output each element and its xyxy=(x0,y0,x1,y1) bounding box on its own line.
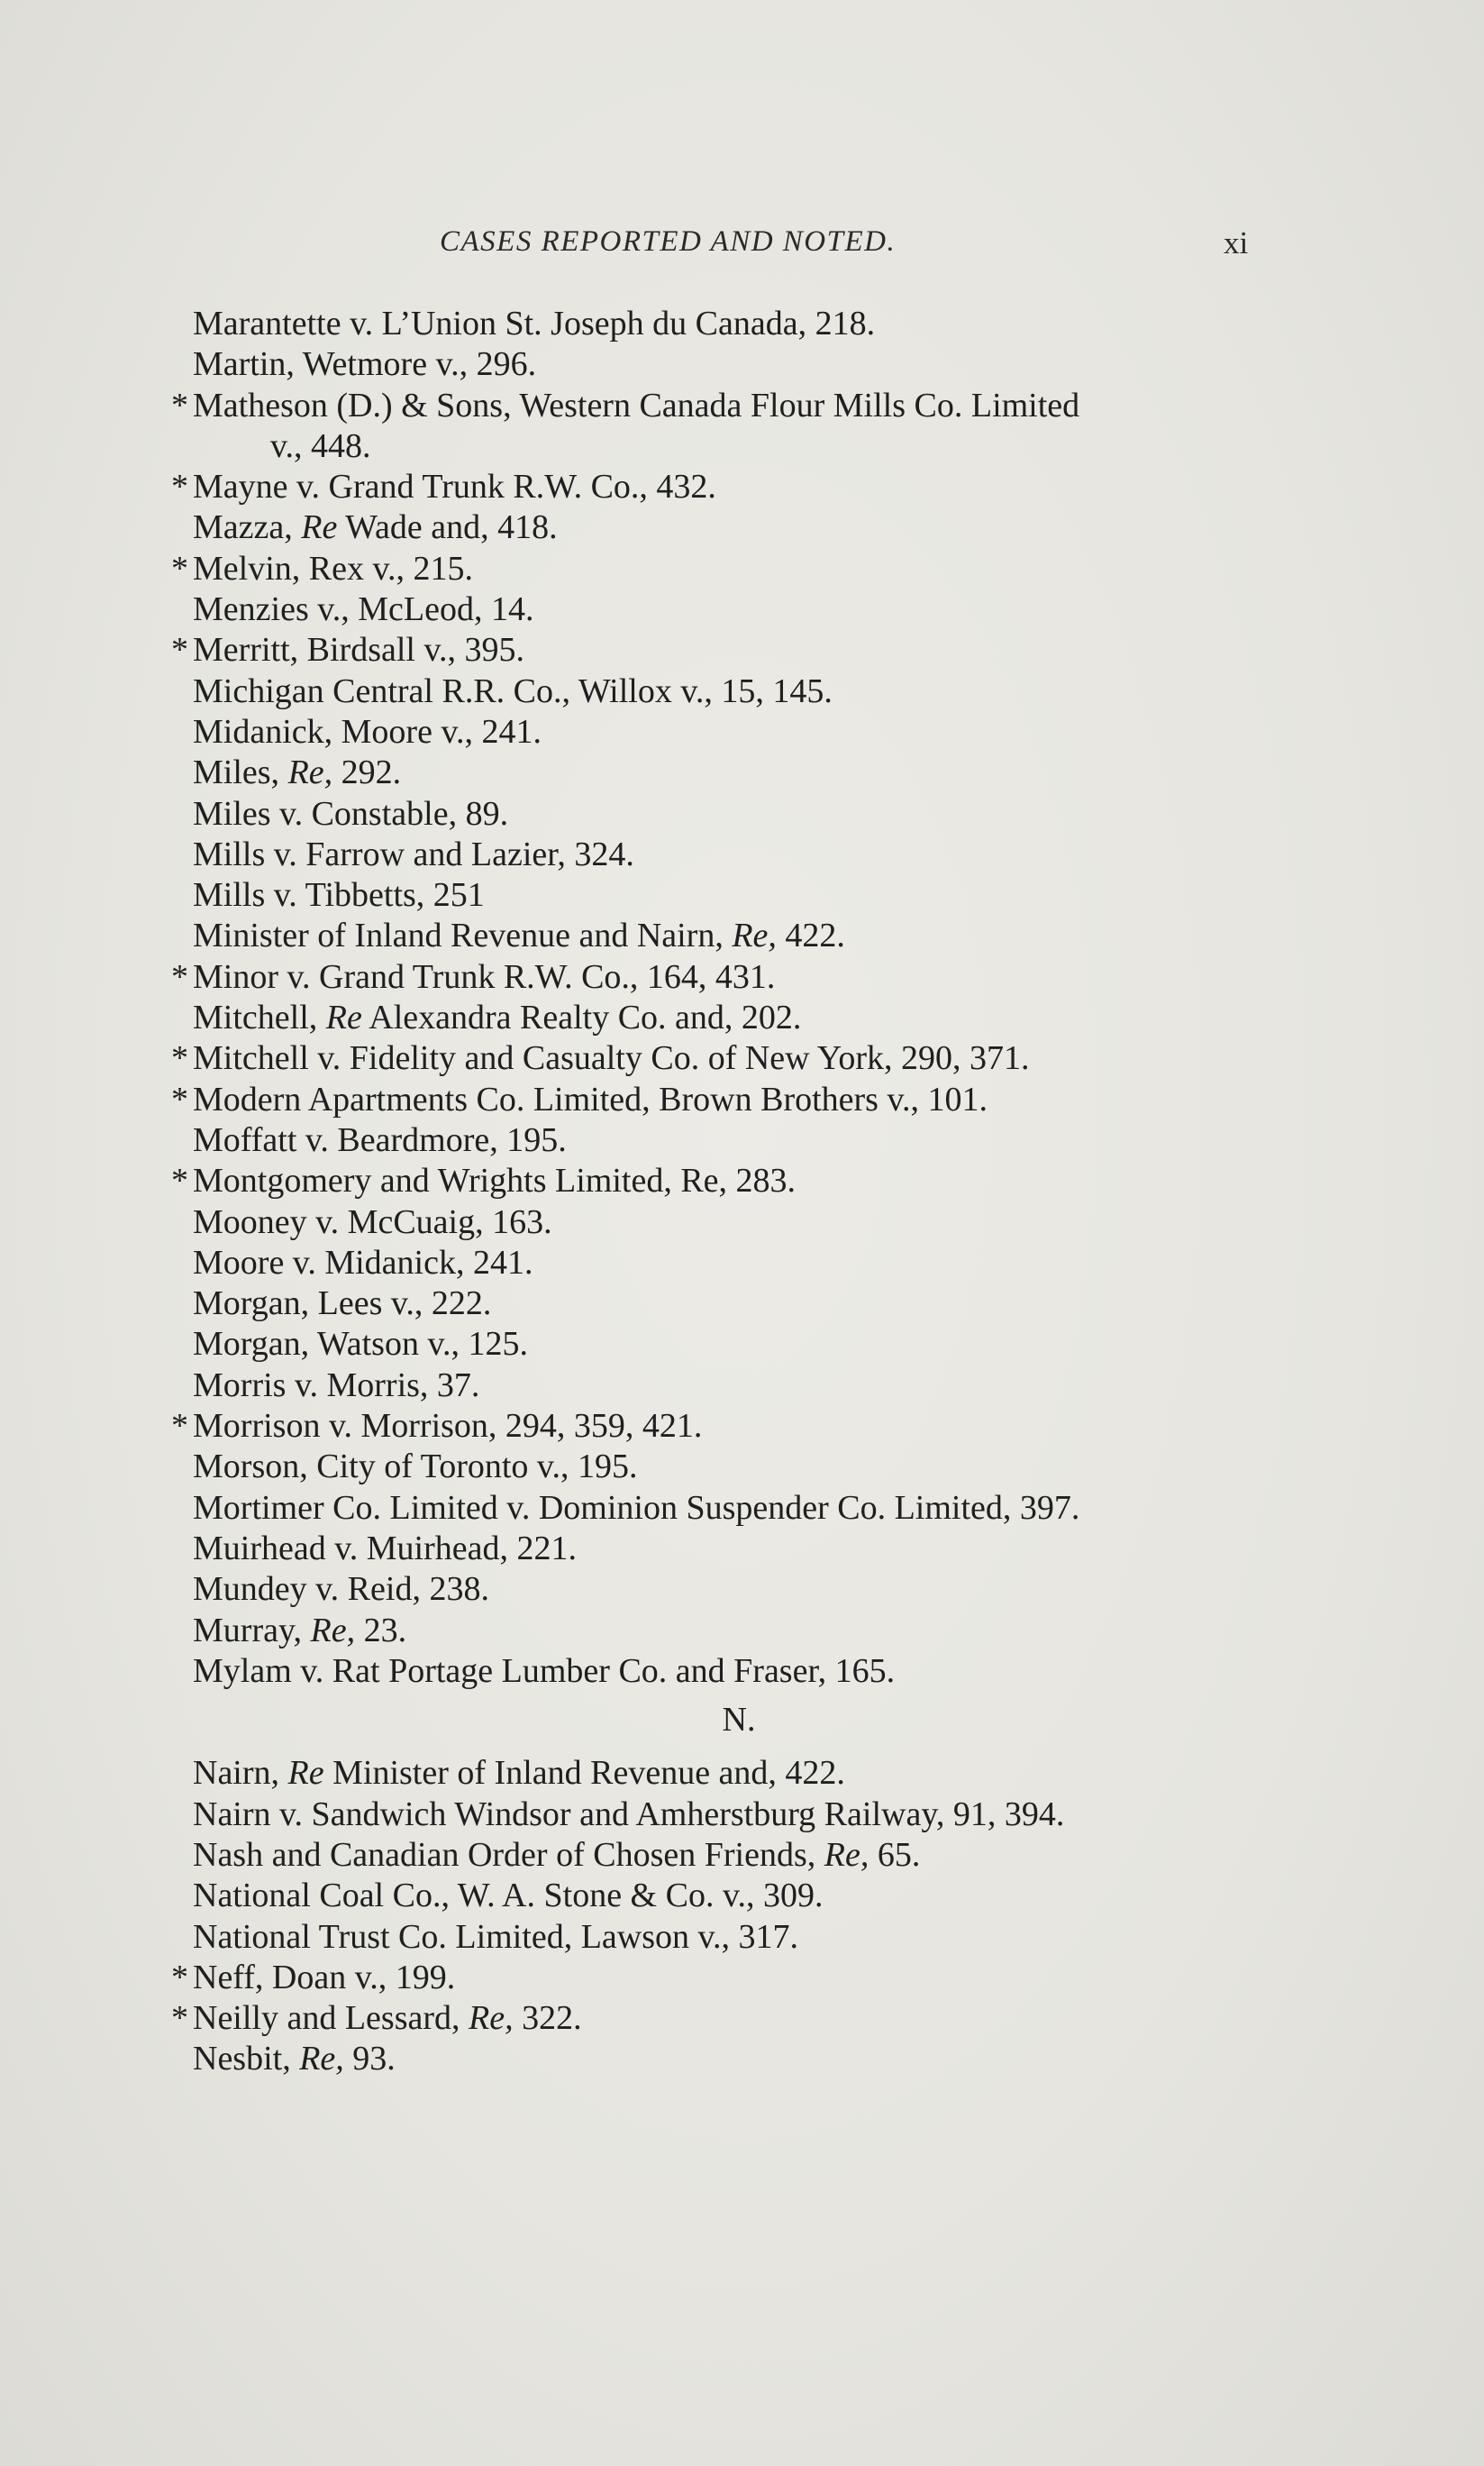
entry-text: Mooney v. McCuaig, 163. xyxy=(193,1202,552,1241)
entry-text: 292. xyxy=(332,754,402,792)
index-entry xyxy=(171,1283,1279,1324)
entry-text: Midanick, Moore v., 241. xyxy=(193,712,542,751)
index-entry xyxy=(171,386,1279,426)
index-entry xyxy=(171,304,1279,344)
index-entry xyxy=(171,1835,1279,1876)
entry-text: v., 448. xyxy=(270,426,371,465)
index-entry xyxy=(171,1876,1279,1916)
entry-text: Marantette v. L’Union St. Joseph du Canada, 218. xyxy=(193,305,876,342)
index-entry-continuation xyxy=(171,426,1279,467)
entry-text: Modern Apartments Co. Limited, Brown Brothers v., 101. xyxy=(193,1080,988,1119)
entry-text: Mundey v. Reid, 238. xyxy=(193,1570,489,1609)
index-entry xyxy=(171,1243,1279,1283)
asterisk-marker: * xyxy=(171,957,188,996)
entry-text: Nairn v. Sandwich Windsor and Amherstburg Railway, 91, 394. xyxy=(193,1795,1065,1833)
index-entry xyxy=(171,344,1279,385)
entry-text: Matheson (D.) & Sons, Western Canada Flour Mills Co. Limited xyxy=(193,386,1080,425)
entry-text: Minister of Inland Revenue and, 422. xyxy=(323,1754,845,1793)
index-entry xyxy=(171,671,1279,712)
index-entry xyxy=(171,1488,1279,1529)
asterisk-marker: * xyxy=(171,549,188,588)
entry-text: National Coal Co., W. A. Stone & Co. v., 309. xyxy=(193,1877,824,1915)
entry-text: Mayne v. Grand Trunk R.W. Co., 432. xyxy=(193,468,716,507)
entry-text: 93. xyxy=(343,2040,396,2078)
entry-text: Merritt, Birdsall v., 395. xyxy=(193,631,524,670)
entry-text: Nesbit, xyxy=(193,2040,300,2078)
asterisk-marker: * xyxy=(171,386,188,425)
entry-text: National Trust Co. Limited, Lawson v., 317. xyxy=(193,1917,799,1956)
entry-text: Mylam v. Rat Portage Lumber Co. and Fraser, 165. xyxy=(193,1651,896,1690)
index-entry xyxy=(171,998,1279,1038)
entry-text: Mazza, xyxy=(193,508,302,547)
index-entry xyxy=(171,1998,1279,2039)
entry-text: Martin, Wetmore v., 296. xyxy=(193,345,537,384)
entry-text: Mitchell, xyxy=(193,999,326,1037)
entry-italic-text: Re, xyxy=(287,754,333,792)
entry-italic-text: Re, xyxy=(469,1999,514,2038)
asterisk-marker: * xyxy=(171,631,188,670)
page-header xyxy=(0,225,1484,270)
entry-text: Mortimer Co. Limited v. Dominion Suspender Co. Limited, 397. xyxy=(193,1488,1080,1527)
index-entry xyxy=(171,835,1279,875)
entry-italic-text: Re, xyxy=(732,917,777,955)
index-entry xyxy=(171,630,1279,671)
index-entry xyxy=(171,957,1279,998)
entry-text: Alexandra Realty Co. and, 202. xyxy=(361,999,802,1037)
index-entry xyxy=(171,1038,1279,1079)
entry-text: Morgan, Lees v., 222. xyxy=(193,1284,492,1323)
entry-text: Miles v. Constable, 89. xyxy=(193,794,509,833)
entry-text: Minister of Inland Revenue and Nairn, xyxy=(193,917,733,955)
index-entry xyxy=(171,1917,1279,1958)
entry-text: Neff, Doan v., 199. xyxy=(193,1958,456,1996)
index-entry xyxy=(171,875,1279,916)
index-entry xyxy=(171,1447,1279,1487)
case-index-list xyxy=(171,304,1279,2080)
index-entry xyxy=(171,1161,1279,1201)
entry-text: Wade and, 418. xyxy=(337,508,558,547)
asterisk-marker: * xyxy=(171,1999,188,2038)
entry-text: Mitchell v. Fidelity and Casualty Co. of New York, 290, 371. xyxy=(193,1039,1030,1078)
index-entry xyxy=(171,1365,1279,1406)
index-entry xyxy=(171,507,1279,548)
entry-italic-text: Re, xyxy=(824,1835,869,1874)
index-entry xyxy=(171,1795,1279,1835)
entry-text: Nairn, xyxy=(193,1754,288,1793)
asterisk-marker: * xyxy=(171,468,188,507)
entry-text: Morgan, Watson v., 125. xyxy=(193,1325,529,1364)
index-entry xyxy=(171,1529,1279,1569)
index-entry xyxy=(171,1120,1279,1161)
index-entry xyxy=(171,2039,1279,2079)
entry-text: Mills v. Farrow and Lazier, 324. xyxy=(193,835,634,873)
entry-text: Morris v. Morris, 37. xyxy=(193,1365,480,1404)
page-number: xi xyxy=(1224,225,1249,260)
index-entry xyxy=(171,1202,1279,1243)
index-entry xyxy=(171,589,1279,630)
index-entry xyxy=(171,549,1279,589)
index-entry xyxy=(171,1324,1279,1365)
entry-italic-text: Re xyxy=(287,1754,324,1793)
entry-text: Minor v. Grand Trunk R.W. Co., 164, 431. xyxy=(193,957,776,996)
entry-text: Murray, xyxy=(193,1611,311,1649)
section-letter: N. xyxy=(722,1701,756,1740)
index-entry xyxy=(171,712,1279,753)
index-entry xyxy=(171,1080,1279,1120)
entry-italic-text: Re xyxy=(301,508,338,547)
entry-text: 65. xyxy=(869,1835,921,1874)
entry-text: 23. xyxy=(355,1611,407,1649)
entry-text: Melvin, Rex v., 215. xyxy=(193,549,474,588)
entry-text: Morson, City of Toronto v., 195. xyxy=(193,1448,638,1486)
entry-text: 422. xyxy=(776,917,845,955)
asterisk-marker: * xyxy=(171,1039,188,1078)
entry-text: Muirhead v. Muirhead, 221. xyxy=(193,1529,577,1567)
index-entry xyxy=(171,1651,1279,1692)
entry-text: Morrison v. Morrison, 294, 359, 421. xyxy=(193,1407,703,1446)
index-entry xyxy=(171,794,1279,835)
entry-text: Miles, xyxy=(193,754,288,792)
index-entry xyxy=(171,1753,1279,1794)
index-entry xyxy=(171,1569,1279,1610)
asterisk-marker: * xyxy=(171,1958,188,1996)
entry-text: Moffatt v. Beardmore, 195. xyxy=(193,1120,567,1159)
entry-text: Menzies v., McLeod, 14. xyxy=(193,590,534,629)
entry-italic-text: Re xyxy=(325,999,362,1037)
index-entry xyxy=(171,1958,1279,1998)
entry-text: Mills v. Tibbetts, 251 xyxy=(193,876,485,915)
index-entry xyxy=(171,467,1279,507)
index-entry xyxy=(171,753,1279,793)
asterisk-marker: * xyxy=(171,1162,188,1201)
asterisk-marker: * xyxy=(171,1407,188,1446)
entry-text: Michigan Central R.R. Co., Willox v., 15, 145. xyxy=(193,671,833,710)
running-head: CASES REPORTED AND NOTED. xyxy=(440,225,897,258)
index-entry xyxy=(171,1406,1279,1447)
entry-text: Nash and Canadian Order of Chosen Friends, xyxy=(193,1835,824,1874)
entry-text: Neilly and Lessard, xyxy=(193,1999,469,2038)
asterisk-marker: * xyxy=(171,1080,188,1119)
index-entry xyxy=(171,916,1279,956)
entry-italic-text: Re, xyxy=(310,1611,356,1649)
index-entry xyxy=(171,1611,1279,1651)
entry-italic-text: Re, xyxy=(299,2040,344,2078)
entry-text: Montgomery and Wrights Limited, Re, 283. xyxy=(193,1162,797,1201)
entry-text: 322. xyxy=(513,1999,582,2038)
entry-text: Moore v. Midanick, 241. xyxy=(193,1243,533,1282)
